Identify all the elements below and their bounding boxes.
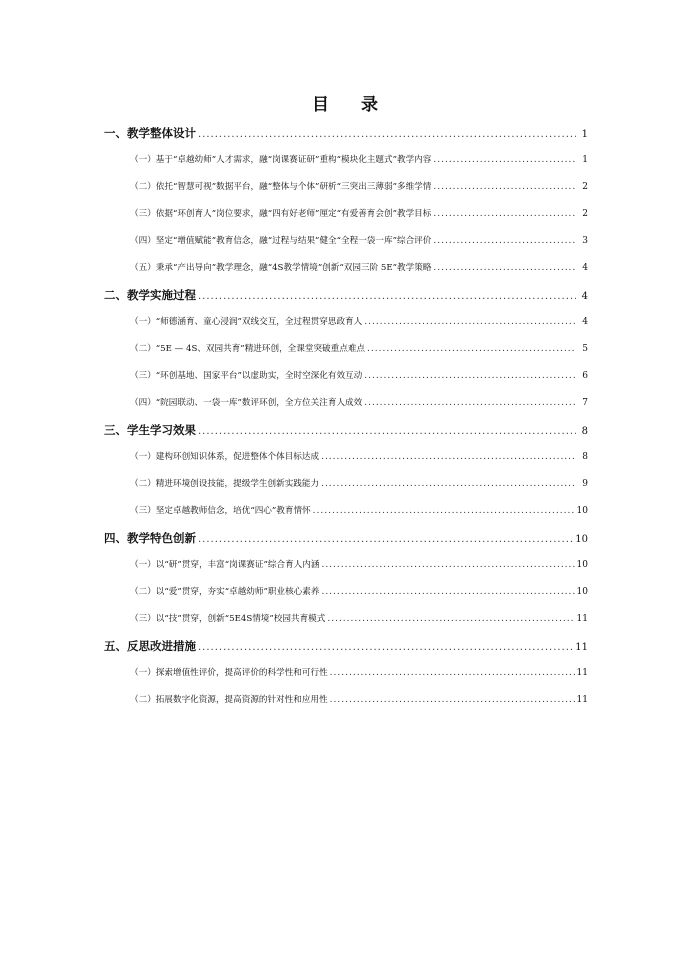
toc-dot-leader: [198, 121, 576, 148]
toc-dot-leader: [364, 363, 576, 390]
toc-page-number: 6: [582, 371, 588, 381]
toc-entry-text: （三）“环创基地、国家平台”以虚助实，全时空深化有效互动: [130, 371, 363, 381]
toc-entry-text: （二）“5E — 4S、双园共育”精进环创，全课堂突破重点难点: [130, 344, 366, 354]
toc-page-number: 10: [576, 506, 588, 516]
toc-dot-leader: [330, 687, 575, 714]
toc-dot-leader: [433, 147, 576, 174]
toc-entry-text: （二）拓展数字化资源，提高资源的针对性和应用性: [130, 695, 328, 705]
toc-entry-text: （四）“院园联动、一袋一库”数评环创，全方位关注育人成效: [130, 398, 363, 408]
toc-subsection-entry[interactable]: [104, 390, 588, 417]
toc-page-number: 5: [582, 344, 588, 354]
toc-dot-leader: [433, 201, 576, 228]
page-title: [0, 90, 692, 115]
toc-entry-text: （一）建构环创知识体系，促进整体个体目标达成: [130, 452, 320, 462]
toc-dot-leader: [364, 309, 576, 336]
toc-dot-leader: [198, 634, 573, 661]
toc-dot-leader: [433, 255, 576, 282]
toc-entry-text: （三）依据“环创育人”岗位要求，融“四有好老师”厘定“有爱善育会创”教学目标: [130, 209, 432, 219]
toc-entry-text: 二、教学实施过程: [104, 288, 196, 302]
title-left-char: 目: [312, 95, 331, 115]
toc-dot-leader: [330, 660, 575, 687]
toc-dot-leader: [364, 390, 576, 417]
toc-entry-text: （一）基于“卓越幼师”人才需求，融“岗课赛证研”重构“模块化主题式”教学内容: [130, 155, 432, 165]
toc-page-number: 10: [576, 560, 588, 570]
toc-subsection-entry[interactable]: [104, 552, 588, 579]
toc-entry-text: 五、反思改进措施: [104, 639, 196, 653]
toc-dot-leader: [321, 552, 574, 579]
toc-subsection-entry[interactable]: [104, 228, 588, 255]
toc-entry-text: （一）以“研”贯穿，丰富“岗课赛证”综合育人内涵: [130, 560, 320, 570]
toc-page-number: 8: [581, 426, 588, 437]
toc-subsection-entry[interactable]: [104, 444, 588, 471]
toc-section-entry[interactable]: [104, 525, 588, 552]
toc-page-number: 1: [582, 155, 588, 165]
toc-page-number: 8: [582, 452, 588, 462]
toc-entry-text: 一、教学整体设计: [104, 126, 196, 140]
toc-entry-text: （一）“师德涵育、童心浸润”双线交互，全过程贯穿思政育人: [130, 317, 363, 327]
toc-dot-leader: [321, 471, 576, 498]
toc-subsection-entry[interactable]: [104, 336, 588, 363]
toc-section-entry[interactable]: [104, 633, 588, 660]
toc-entry-text: （三）以“技”贯穿，创新“5E4S情境”校园共育模式: [130, 614, 326, 624]
toc-page-number: 10: [575, 534, 588, 545]
toc-entry-text: （五）秉承“产出导向”教学理念，融“4S教学情境”创新“双园三阶 5E”教学策略: [130, 263, 432, 273]
toc-entry-text: （一）探索增值性评价，提高评价的科学性和可行性: [130, 668, 328, 678]
toc-page-number: 11: [576, 668, 588, 678]
toc-page-number: 4: [582, 317, 588, 327]
toc-page-number: 4: [582, 263, 588, 273]
table-of-contents: [104, 120, 588, 714]
toc-dot-leader: [433, 174, 576, 201]
toc-dot-leader: [327, 606, 574, 633]
toc-subsection-entry[interactable]: [104, 606, 588, 633]
toc-entry-text: （二）精进环境创设技能，提级学生创新实践能力: [130, 479, 320, 489]
toc-section-entry[interactable]: [104, 120, 588, 147]
toc-subsection-entry[interactable]: [104, 255, 588, 282]
toc-subsection-entry[interactable]: [104, 498, 588, 525]
toc-entry-text: （四）坚定“增值赋能”教育信念，融“过程与结果”健全“全程一袋一库”综合评价: [130, 236, 432, 246]
toc-subsection-entry[interactable]: [104, 309, 588, 336]
toc-subsection-entry[interactable]: [104, 201, 588, 228]
toc-dot-leader: [321, 579, 574, 606]
toc-page-number: 11: [576, 614, 588, 624]
toc-dot-leader: [367, 336, 576, 363]
toc-entry-text: （二）依托“智慧可视”数据平台，融“整体与个体”研析“三突出三薄弱”多维学情: [130, 182, 432, 192]
toc-page-number: 3: [582, 236, 588, 246]
toc-dot-leader: [313, 498, 575, 525]
toc-subsection-entry[interactable]: [104, 471, 588, 498]
toc-page-number: 4: [581, 291, 588, 302]
toc-subsection-entry[interactable]: [104, 363, 588, 390]
toc-page-number: 10: [576, 587, 588, 597]
toc-subsection-entry[interactable]: [104, 579, 588, 606]
toc-page-number: 1: [581, 129, 588, 140]
toc-entry-text: 四、教学特色创新: [104, 531, 196, 545]
toc-dot-leader: [198, 418, 576, 445]
toc-section-entry[interactable]: [104, 282, 588, 309]
toc-entry-text: （二）以“爱”贯穿，夯实“卓越幼师”职业核心素养: [130, 587, 320, 597]
toc-page-number: 7: [582, 398, 588, 408]
toc-page-number: 11: [575, 642, 588, 653]
toc-section-entry[interactable]: [104, 417, 588, 444]
toc-entry-text: （三）坚定卓越教师信念，培优“四心”教育情怀: [130, 506, 311, 516]
toc-entry-text: 三、学生学习效果: [104, 423, 196, 437]
title-right-char: 录: [361, 95, 380, 115]
toc-dot-leader: [198, 526, 573, 553]
toc-subsection-entry[interactable]: [104, 147, 588, 174]
toc-page-number: 9: [582, 479, 588, 489]
toc-dot-leader: [321, 444, 576, 471]
toc-subsection-entry[interactable]: [104, 660, 588, 687]
toc-subsection-entry[interactable]: [104, 687, 588, 714]
toc-page-number: 2: [582, 209, 588, 219]
toc-page-number: 11: [576, 695, 588, 705]
toc-subsection-entry[interactable]: [104, 174, 588, 201]
toc-dot-leader: [198, 283, 576, 310]
toc-page-number: 2: [582, 182, 588, 192]
toc-dot-leader: [433, 228, 576, 255]
